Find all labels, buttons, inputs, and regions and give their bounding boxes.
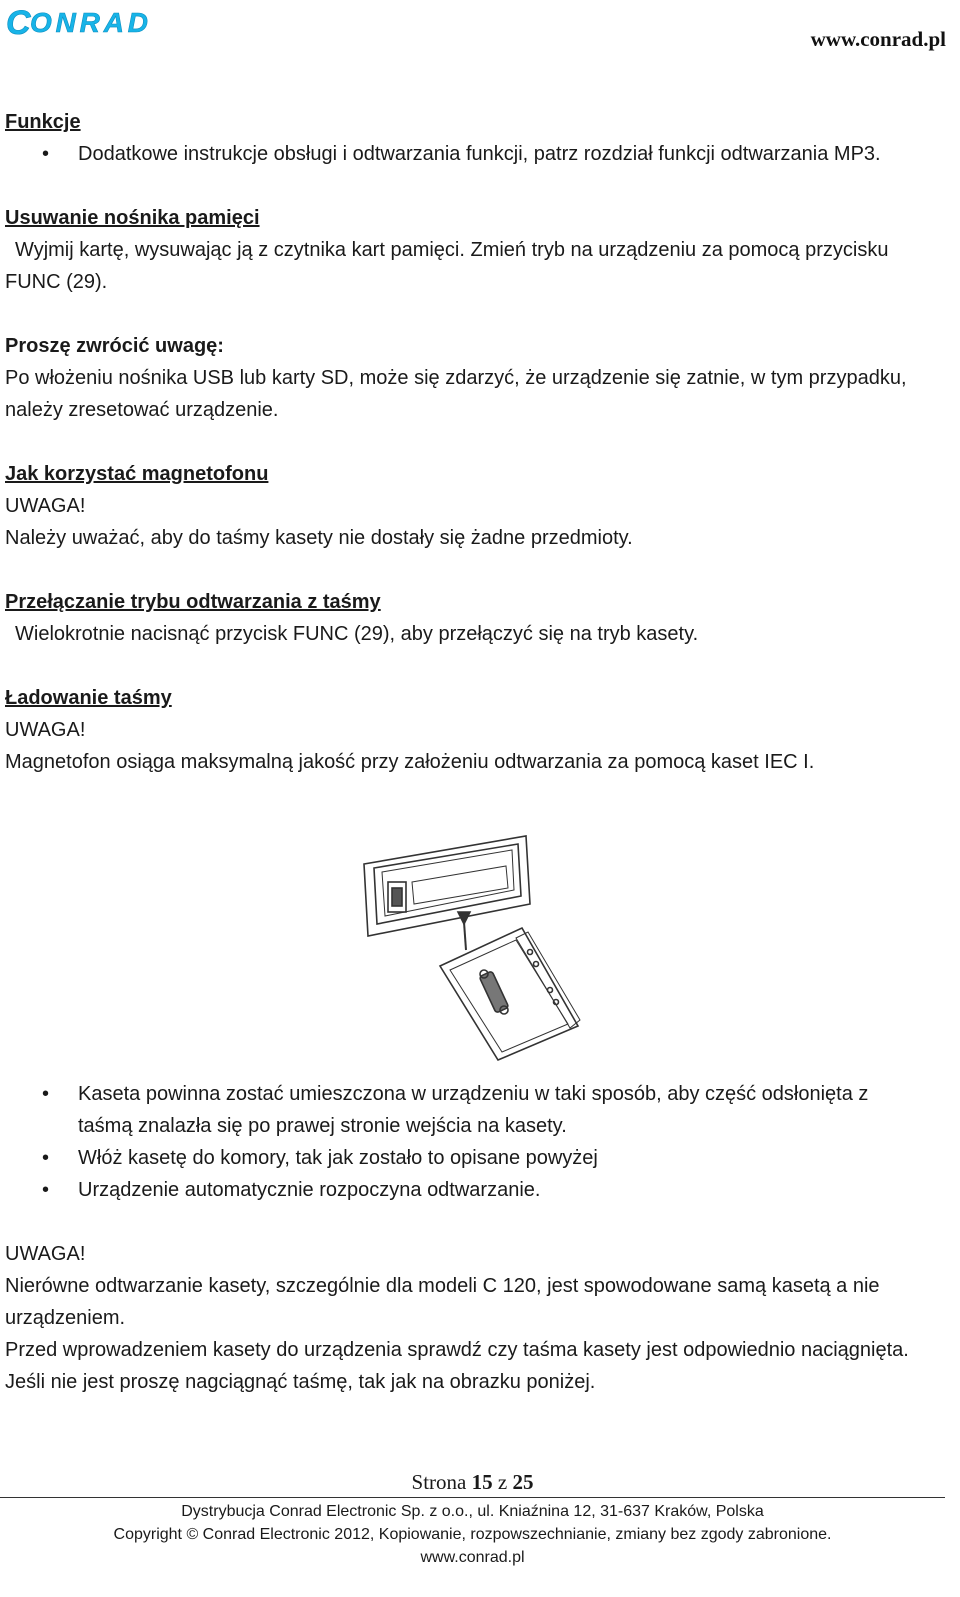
paragraph-line: Po włożeniu nośnika USB lub karty SD, może się zdarzyć, że urządzenie się zatnie, w tym przypadku, <box>5 367 907 389</box>
page-total: 25 <box>512 1470 534 1494</box>
paragraph-line: Magnetofon osiąga maksymalną jakość przy założeniu odtwarzania za pomocą kaset IEC I. <box>5 751 815 773</box>
paragraph-line: FUNC (29). <box>5 271 108 293</box>
footer-address: Dystrybucja Conrad Electronic Sp. z o.o., ul. Kniaźnina 12, 31-637 Kraków, Polska <box>181 1503 764 1520</box>
paragraph-line: Nierówne odtwarzanie kasety, szczególnie dla modeli C 120, jest spowodowane samą kasetą a nie <box>5 1275 880 1297</box>
section-heading: Ładowanie taśmy <box>5 687 172 709</box>
paragraph-line: Przed wprowadzeniem kasety do urządzenia sprawdź czy taśma kasety jest odpowiednio naciągnięta. <box>5 1339 909 1361</box>
list-item-text: Włóż kasetę do komory, tak jak zostało to opisane powyżej <box>78 1147 598 1169</box>
section-heading: Jak korzystać magnetofonu <box>5 463 269 485</box>
page-number <box>0 1470 945 1495</box>
section-heading: Przełączanie trybu odtwarzania z taśmy <box>5 591 381 613</box>
paragraph-line: Wielokrotnie nacisnąć przycisk FUNC (29), aby przełączyć się na tryb kasety. <box>15 623 699 645</box>
section-heading: Funkcje <box>5 111 81 133</box>
svg-text:ONRAD: ONRAD <box>30 7 148 38</box>
page-label: Strona <box>411 1470 467 1494</box>
paragraph-line: Wyjmij kartę, wysuwając ją z czytnika kart pamięci. Zmień tryb na urządzeniu za pomocą przycisku <box>15 239 889 261</box>
paragraph-line: urządzeniem. <box>5 1307 126 1329</box>
conrad-logo <box>4 2 154 42</box>
page-sep: z <box>497 1470 508 1494</box>
list-item <box>5 1078 945 1110</box>
warning-label: UWAGA! <box>5 719 86 741</box>
paragraph-line: Jeśli nie jest proszę nagciągnąć taśmę, tak jak na obrazku poniżej. <box>5 1371 596 1393</box>
svg-text:C: C <box>6 4 31 42</box>
page-current: 15 <box>471 1470 493 1494</box>
warning-label: UWAGA! <box>5 495 86 517</box>
list-item <box>5 1142 945 1174</box>
list-item: • Dodatkowe instrukcje obsługi i odtwarzania funkcji, patrz rozdział funkcji odtwarzania MP3. <box>5 138 945 170</box>
footer-copyright: Copyright © Conrad Electronic 2012, Kopiowanie, rozpowszechnianie, zmiany bez zgody zabronione. <box>113 1526 832 1543</box>
site-url[interactable]: www.conrad.pl <box>810 27 946 51</box>
footer-divider <box>0 1497 945 1498</box>
insertion-steps-list <box>5 1078 945 1206</box>
document-body <box>5 106 945 778</box>
note-heading: Proszę zwrócić uwagę: <box>5 335 224 357</box>
paragraph-line: należy zresetować urządzenie. <box>5 399 279 421</box>
warning-label: UWAGA! <box>5 1243 86 1265</box>
paragraph-line: Należy uważać, aby do taśmy kasety nie dostały się żadne przedmioty. <box>5 527 633 549</box>
list-item <box>5 1174 945 1206</box>
cassette-insertion-illustration <box>360 832 590 1064</box>
list-item-continuation: taśmą znalazła się po prawej stronie wejścia na kasety. <box>78 1115 567 1137</box>
footer-url[interactable]: www.conrad.pl <box>420 1549 525 1566</box>
section-heading: Usuwanie nośnika pamięci <box>5 207 260 229</box>
list-item-text: Urządzenie automatycznie rozpoczyna odtwarzanie. <box>78 1179 541 1201</box>
list-item-text: Kaseta powinna zostać umieszczona w urządzeniu w taki sposób, aby część odsłonięta z <box>78 1083 869 1105</box>
final-warning <box>5 1238 950 1398</box>
page-footer <box>0 1500 945 1569</box>
